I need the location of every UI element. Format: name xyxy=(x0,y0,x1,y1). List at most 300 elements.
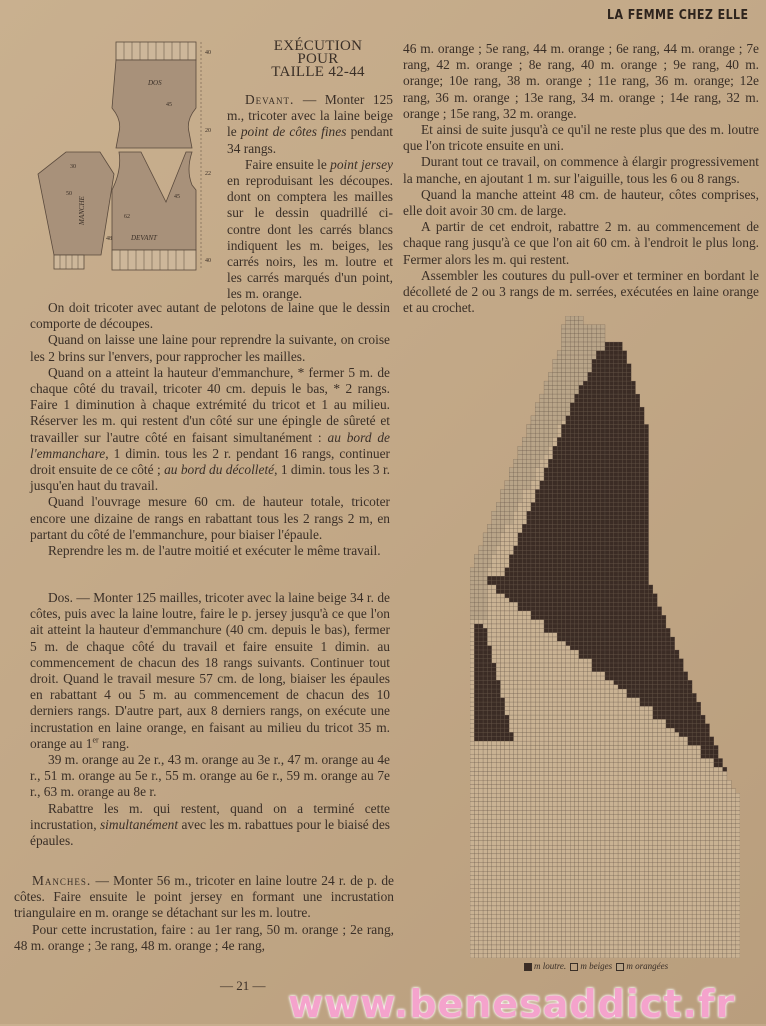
chart-cell xyxy=(540,641,544,645)
chart-cell xyxy=(518,624,522,628)
chart-cell xyxy=(505,542,509,546)
chart-cell xyxy=(500,771,504,775)
chart-cell xyxy=(614,481,618,485)
chart-cell xyxy=(544,793,548,797)
chart-cell xyxy=(601,611,605,615)
chart-cell xyxy=(609,485,613,489)
chart-cell xyxy=(561,793,565,797)
chart-cell xyxy=(670,811,674,815)
chart-cell xyxy=(500,780,504,784)
chart-cell xyxy=(588,693,592,697)
chart-cell xyxy=(718,798,722,802)
chart-cell xyxy=(500,624,504,628)
chart-cell xyxy=(535,646,539,650)
chart-cell xyxy=(649,594,653,598)
chart-cell xyxy=(631,585,635,589)
chart-cell xyxy=(570,732,574,736)
chart-cell xyxy=(579,698,583,702)
chart-cell xyxy=(605,550,609,554)
chart-cell xyxy=(666,763,670,767)
chart-cell xyxy=(605,563,609,567)
chart-cell xyxy=(561,563,565,567)
chart-cell xyxy=(518,667,522,671)
chart-cell xyxy=(531,433,535,437)
chart-cell xyxy=(688,745,692,749)
chart-cell xyxy=(601,698,605,702)
chart-cell xyxy=(622,594,626,598)
chart-cell xyxy=(601,637,605,641)
chart-cell xyxy=(535,780,539,784)
chart-cell xyxy=(601,763,605,767)
chart-cell xyxy=(570,359,574,363)
chart-cell xyxy=(518,529,522,533)
chart-cell xyxy=(575,346,579,350)
chart-cell xyxy=(579,633,583,637)
chart-cell xyxy=(522,824,526,828)
chart-cell xyxy=(601,537,605,541)
chart-cell xyxy=(544,680,548,684)
chart-cell xyxy=(579,524,583,528)
chart-cell xyxy=(548,680,552,684)
chart-cell xyxy=(631,806,635,810)
chart-cell xyxy=(675,650,679,654)
chart-cell xyxy=(548,372,552,376)
chart-cell xyxy=(500,802,504,806)
chart-cell xyxy=(588,719,592,723)
chart-cell xyxy=(609,416,613,420)
chart-cell xyxy=(561,355,565,359)
chart-cell xyxy=(622,407,626,411)
chart-cell xyxy=(518,732,522,736)
chart-cell xyxy=(492,715,496,719)
chart-cell xyxy=(535,407,539,411)
chart-cell xyxy=(653,732,657,736)
chart-cell xyxy=(588,485,592,489)
chart-cell xyxy=(696,828,700,832)
chart-cell xyxy=(618,659,622,663)
chart-cell xyxy=(688,724,692,728)
chart-cell xyxy=(592,728,596,732)
chart-cell xyxy=(548,563,552,567)
chart-cell xyxy=(601,702,605,706)
chart-cell xyxy=(692,737,696,741)
chart-cell xyxy=(618,728,622,732)
chart-cell xyxy=(588,546,592,550)
chart-cell xyxy=(614,494,618,498)
chart-cell xyxy=(679,702,683,706)
chart-cell xyxy=(531,455,535,459)
chart-cell xyxy=(583,455,587,459)
chart-cell xyxy=(470,598,474,602)
chart-cell xyxy=(575,359,579,363)
chart-cell xyxy=(605,676,609,680)
chart-cell xyxy=(557,494,561,498)
chart-cell xyxy=(483,667,487,671)
chart-cell xyxy=(492,737,496,741)
chart-cell xyxy=(631,841,635,845)
chart-cell xyxy=(649,698,653,702)
chart-cell xyxy=(509,798,513,802)
chart-cell xyxy=(614,398,618,402)
chart-cell xyxy=(496,667,500,671)
chart-cell xyxy=(662,728,666,732)
chart-cell xyxy=(588,676,592,680)
chart-cell xyxy=(518,845,522,849)
chart-cell xyxy=(474,698,478,702)
chart-cell xyxy=(548,520,552,524)
chart-cell xyxy=(701,724,705,728)
chart-cell xyxy=(579,559,583,563)
chart-cell xyxy=(696,732,700,736)
chart-cell xyxy=(622,711,626,715)
chart-cell xyxy=(561,667,565,671)
chart-cell xyxy=(479,763,483,767)
chart-cell xyxy=(631,503,635,507)
chart-cell xyxy=(544,693,548,697)
chart-cell xyxy=(544,802,548,806)
chart-cell xyxy=(640,477,644,481)
chart-cell xyxy=(649,745,653,749)
chart-cell xyxy=(557,789,561,793)
chart-cell xyxy=(579,368,583,372)
chart-cell xyxy=(566,594,570,598)
chart-cell xyxy=(727,837,731,841)
chart-cell xyxy=(527,624,531,628)
chart-cell xyxy=(588,680,592,684)
italic-text: simultanément xyxy=(99,816,179,832)
chart-cell xyxy=(618,737,622,741)
chart-cell xyxy=(627,594,631,598)
chart-cell xyxy=(583,516,587,520)
chart-cell xyxy=(575,793,579,797)
chart-cell xyxy=(492,763,496,767)
chart-cell xyxy=(487,732,491,736)
chart-cell xyxy=(566,824,570,828)
chart-cell xyxy=(657,693,661,697)
chart-cell xyxy=(518,811,522,815)
chart-cell xyxy=(518,754,522,758)
chart-cell xyxy=(666,811,670,815)
chart-cell xyxy=(557,507,561,511)
chart-cell xyxy=(588,689,592,693)
chart-cell xyxy=(701,750,705,754)
chart-cell xyxy=(531,693,535,697)
chart-cell xyxy=(644,624,648,628)
chart-cell xyxy=(479,837,483,841)
chart-cell xyxy=(570,472,574,476)
chart-cell xyxy=(544,407,548,411)
chart-cell xyxy=(579,615,583,619)
chart-cell xyxy=(509,650,513,654)
chart-cell xyxy=(557,637,561,641)
chart-cell xyxy=(509,516,513,520)
chart-cell xyxy=(666,646,670,650)
chart-cell xyxy=(592,494,596,498)
chart-cell xyxy=(505,728,509,732)
chart-cell xyxy=(609,559,613,563)
chart-cell xyxy=(614,828,618,832)
chart-cell xyxy=(540,685,544,689)
chart-cell xyxy=(518,702,522,706)
chart-cell xyxy=(588,333,592,337)
chart-cell xyxy=(618,824,622,828)
chart-cell xyxy=(570,498,574,502)
chart-cell xyxy=(575,338,579,342)
chart-cell xyxy=(609,724,613,728)
chart-cell xyxy=(518,620,522,624)
chart-cell xyxy=(544,572,548,576)
chart-cell xyxy=(544,758,548,762)
chart-cell xyxy=(583,420,587,424)
chart-cell xyxy=(548,377,552,381)
chart-cell xyxy=(609,654,613,658)
chart-cell xyxy=(505,780,509,784)
chart-cell xyxy=(553,654,557,658)
chart-cell xyxy=(575,572,579,576)
chart-cell xyxy=(688,754,692,758)
chart-cell xyxy=(710,841,714,845)
chart-cell xyxy=(649,824,653,828)
chart-cell xyxy=(483,650,487,654)
chart-cell xyxy=(640,615,644,619)
chart-cell xyxy=(631,385,635,389)
chart-cell xyxy=(553,394,557,398)
chart-cell xyxy=(692,832,696,836)
chart-cell xyxy=(557,724,561,728)
chart-cell xyxy=(701,754,705,758)
chart-cell xyxy=(640,832,644,836)
chart-cell xyxy=(605,420,609,424)
chart-cell xyxy=(640,620,644,624)
chart-cell xyxy=(640,424,644,428)
chart-cell xyxy=(718,806,722,810)
chart-cell xyxy=(496,706,500,710)
chart-cell xyxy=(705,832,709,836)
chart-cell xyxy=(548,693,552,697)
chart-cell xyxy=(583,503,587,507)
chart-cell xyxy=(605,628,609,632)
chart-cell xyxy=(635,485,639,489)
chart-cell xyxy=(527,828,531,832)
chart-cell xyxy=(605,381,609,385)
chart-cell xyxy=(688,828,692,832)
chart-cell xyxy=(692,698,696,702)
chart-cell xyxy=(622,719,626,723)
chart-cell xyxy=(635,529,639,533)
chart-cell xyxy=(557,624,561,628)
chart-cell xyxy=(622,490,626,494)
chart-cell xyxy=(635,533,639,537)
chart-cell xyxy=(575,390,579,394)
chart-cell xyxy=(649,628,653,632)
chart-cell xyxy=(570,824,574,828)
chart-cell xyxy=(518,780,522,784)
chart-cell xyxy=(583,637,587,641)
chart-cell xyxy=(666,650,670,654)
chart-cell xyxy=(474,576,478,580)
chart-cell xyxy=(675,667,679,671)
chart-cell xyxy=(522,784,526,788)
chart-cell xyxy=(644,494,648,498)
chart-cell xyxy=(609,793,613,797)
chart-cell xyxy=(609,832,613,836)
chart-cell xyxy=(583,598,587,602)
chart-cell xyxy=(557,715,561,719)
chart-cell xyxy=(618,555,622,559)
chart-cell xyxy=(579,320,583,324)
chart-cell xyxy=(622,589,626,593)
chart-cell xyxy=(657,698,661,702)
chart-cell xyxy=(540,398,544,402)
chart-cell xyxy=(492,819,496,823)
chart-cell xyxy=(605,542,609,546)
chart-cell xyxy=(583,477,587,481)
chart-cell xyxy=(614,390,618,394)
chart-cell xyxy=(588,537,592,541)
chart-cell xyxy=(579,450,583,454)
chart-cell xyxy=(553,706,557,710)
chart-cell xyxy=(635,776,639,780)
chart-cell xyxy=(592,689,596,693)
chart-cell xyxy=(631,637,635,641)
chart-cell xyxy=(731,789,735,793)
chart-cell xyxy=(609,572,613,576)
chart-cell xyxy=(509,637,513,641)
chart-cell xyxy=(470,824,474,828)
chart-cell xyxy=(470,576,474,580)
chart-cell xyxy=(653,715,657,719)
chart-cell xyxy=(588,520,592,524)
chart-cell xyxy=(627,572,631,576)
chart-cell xyxy=(487,837,491,841)
chart-cell xyxy=(696,741,700,745)
chart-cell xyxy=(527,581,531,585)
chart-cell xyxy=(522,542,526,546)
chart-cell xyxy=(553,650,557,654)
chart-cell xyxy=(548,468,552,472)
chart-cell xyxy=(579,663,583,667)
chart-cell xyxy=(714,828,718,832)
chart-cell xyxy=(583,706,587,710)
chart-cell xyxy=(479,667,483,671)
chart-cell xyxy=(657,659,661,663)
chart-cell xyxy=(592,446,596,450)
chart-cell xyxy=(657,663,661,667)
chart-cell xyxy=(705,771,709,775)
chart-cell xyxy=(657,758,661,762)
chart-cell xyxy=(561,411,565,415)
chart-cell xyxy=(514,667,518,671)
chart-cell xyxy=(522,468,526,472)
chart-cell xyxy=(553,407,557,411)
chart-cell xyxy=(683,780,687,784)
chart-cell xyxy=(618,837,622,841)
chart-cell xyxy=(553,758,557,762)
chart-cell xyxy=(514,715,518,719)
chart-cell xyxy=(583,771,587,775)
chart-cell xyxy=(561,715,565,719)
chart-cell xyxy=(683,776,687,780)
chart-cell xyxy=(527,702,531,706)
chart-cell xyxy=(583,490,587,494)
chart-cell xyxy=(579,646,583,650)
chart-cell xyxy=(575,698,579,702)
chart-cell xyxy=(614,468,618,472)
chart-cell xyxy=(557,602,561,606)
chart-cell xyxy=(527,450,531,454)
chart-cell xyxy=(579,329,583,333)
chart-cell xyxy=(583,338,587,342)
chart-cell xyxy=(535,685,539,689)
chart-cell xyxy=(696,719,700,723)
chart-cell xyxy=(714,819,718,823)
chart-cell xyxy=(553,663,557,667)
chart-cell xyxy=(583,763,587,767)
chart-cell xyxy=(496,724,500,728)
chart-cell xyxy=(496,776,500,780)
chart-cell xyxy=(579,481,583,485)
chart-cell xyxy=(666,663,670,667)
chart-cell xyxy=(736,806,740,810)
chart-cell xyxy=(583,542,587,546)
chart-cell xyxy=(553,450,557,454)
chart-cell xyxy=(649,650,653,654)
chart-cell xyxy=(522,745,526,749)
chart-cell xyxy=(670,784,674,788)
chart-cell xyxy=(527,724,531,728)
chart-cell xyxy=(618,784,622,788)
chart-cell xyxy=(575,832,579,836)
chart-cell xyxy=(588,437,592,441)
chart-cell xyxy=(627,633,631,637)
chart-cell xyxy=(644,680,648,684)
chart-cell xyxy=(609,368,613,372)
chart-cell xyxy=(631,424,635,428)
chart-cell xyxy=(588,507,592,511)
chart-cell xyxy=(609,459,613,463)
chart-cell xyxy=(596,477,600,481)
chart-cell xyxy=(596,346,600,350)
chart-cell xyxy=(540,745,544,749)
chart-cell xyxy=(518,724,522,728)
chart-cell xyxy=(579,802,583,806)
chart-cell xyxy=(509,624,513,628)
chart-cell xyxy=(631,589,635,593)
chart-cell xyxy=(566,585,570,589)
chart-cell xyxy=(483,585,487,589)
chart-cell xyxy=(609,563,613,567)
chart-cell xyxy=(605,472,609,476)
chart-cell xyxy=(588,819,592,823)
chart-cell xyxy=(601,325,605,329)
chart-cell xyxy=(579,745,583,749)
chart-cell xyxy=(575,503,579,507)
chart-cell xyxy=(644,758,648,762)
chart-cell xyxy=(483,811,487,815)
chart-cell xyxy=(483,555,487,559)
chart-cell xyxy=(653,737,657,741)
chart-cell xyxy=(644,737,648,741)
chart-cell xyxy=(531,750,535,754)
chart-cell xyxy=(535,433,539,437)
chart-cell xyxy=(592,758,596,762)
chart-cell xyxy=(644,789,648,793)
chart-cell xyxy=(666,711,670,715)
chart-cell xyxy=(540,793,544,797)
chart-cell xyxy=(505,507,509,511)
chart-cell xyxy=(670,676,674,680)
chart-cell xyxy=(479,646,483,650)
